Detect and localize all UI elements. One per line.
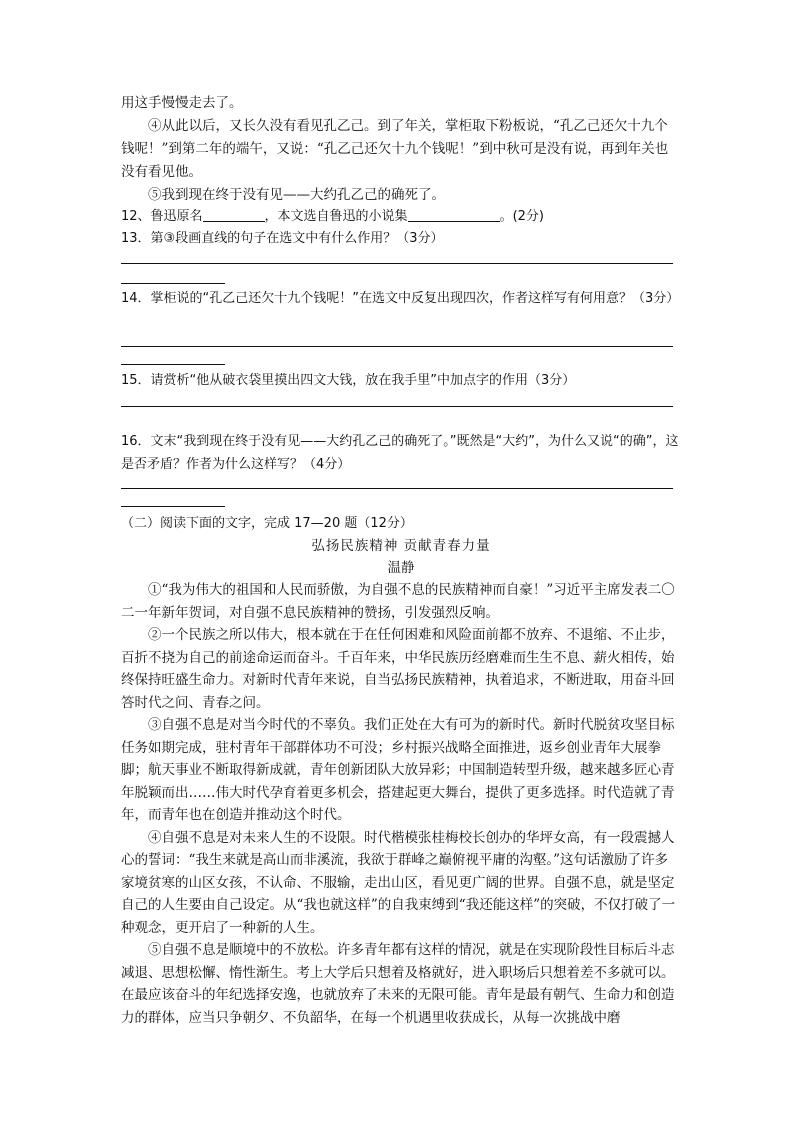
question-14 — [121, 287, 681, 310]
q14-text: 14．掌柜说的“孔乙己还欠十九个钱呢！”在选文中反复出现四次，作者这样写有何用意？（3分） — [121, 291, 680, 306]
passage1-paragraph-5: ⑤我到现在终于没有见——大约孔乙己的确死了。 — [148, 187, 445, 203]
article-paragraph-3: ③自强不息是对当今时代的不辜负。我们正处在大有可为的新时代。新时代脱贫攻坚目标任务如期完成，驻村青年干部群体功不可没；乡村振兴战略全面推进，返乡创业青年大展拳脚；航天事业不断取得新成就，青年创新团队大放异彩；中国制造转型升级，越来越多匠心青年脱颖而出……伟大时代孕育着更多机会，搭建起更大舞台，提供了更多选择。时代造就了青年，而青年也在创造并推动这个时代。 — [121, 717, 675, 823]
article-author-text: 温静 — [387, 560, 415, 576]
q12-text-c: 。(2分) — [499, 209, 544, 224]
q13-answer-line-2[interactable] — [121, 283, 225, 284]
q16-text: 16．文末“我到现在终于没有见——大约孔乙己的确死了。”既然是“大约”，为什么又说“的确”，这是否矛盾？作者为什么这样写？（4分） — [121, 434, 679, 472]
question-16 — [121, 430, 681, 476]
article-paragraph-4: ④自强不息是对未来人生的不设限。时代楷模张桂梅校长创办的华坪女高，有一段震撼人心的誓词：“我生来就是高山而非溪流，我欲于群峰之巅俯视平庸的沟壑。”这句话激励了许多家境贫寒的山区女孩，不认命、不服输，走出山区，看见更广阔的世界。自强不息，就是坚定自己的人生要由自己设定。从“我也就这样”的自我束缚到“我还能这样”的突破，不仅打破了一种观念，更开启了一种新的人生。 — [121, 829, 676, 936]
q14-answer-line-1[interactable] — [121, 346, 673, 347]
q16-answer-line-1[interactable] — [121, 488, 673, 489]
q12-blank-collection[interactable] — [408, 207, 500, 222]
article-title-text: 弘扬民族精神 贡献青春力量 — [311, 538, 491, 554]
q13-answer-line-1[interactable] — [121, 263, 673, 264]
passage1 — [121, 92, 681, 207]
q16-answer-line-2[interactable] — [121, 506, 225, 507]
article-author — [121, 557, 681, 580]
article-body — [121, 579, 681, 1029]
question-13 — [121, 227, 681, 250]
article-paragraph-2: ②一个民族之所以伟大，根本就在于在任何困难和风险面前都不放弃、不退缩、不止步，百折不挠为自己的前途命运而奋斗。千百年来，中华民族历经磨难而生生不息、薪火相传，始终保持旺盛生命力。对新时代青年来说，自当弘扬民族精神，执着追求，不断进取，用奋斗回答时代之问、青春之问。 — [121, 627, 675, 711]
article-paragraph-5: ⑤自强不息是顺境中的不放松。许多青年都有这样的情况，就是在实现阶段性目标后斗志减退、思想松懈、惰性渐生。考上大学后只想着及格就好，进入职场后只想着差不多就可以。在最应该奋斗的年纪选择安逸，也就放弃了未来的无限可能。青年是最有朝气、生命力和创造力的群体，应当只争朝夕、不负韶华，在每一个机遇里收获成长，从每一次挑战中磨 — [121, 942, 675, 1026]
q12-text-a: 12、鲁迅原名 — [121, 209, 203, 224]
q14-answer-line-2[interactable] — [121, 364, 225, 365]
passage1-line: 用这手慢慢走去了。 — [121, 95, 243, 111]
section2-heading-text: （二）阅读下面的文字，完成 17—20 题（12分） — [121, 516, 413, 531]
section2-heading — [121, 512, 681, 535]
article-title — [121, 535, 681, 558]
q15-answer-line-1[interactable] — [121, 406, 673, 407]
q12-text-b: ，本文选自鲁迅的小说集 — [264, 209, 408, 224]
article-paragraph-1: ①“我为伟大的祖国和人民而骄傲，为自强不息的民族精神而自豪！”习近平主席发表二〇二一年新年贺词，对自强不息民族精神的赞扬，引发强烈反响。 — [121, 582, 675, 621]
q15-text: 15．请赏析“他从破衣袋里摸出四文大钱，放在我手里”中加点字的作用（3分） — [121, 373, 576, 388]
question-15 — [121, 369, 681, 392]
passage1-paragraph-4: ④从此以后，又长久没有看见孔乙己。到了年关，掌柜取下粉板说，“孔乙己还欠十九个钱呢！”到第二年的端午，又说：“孔乙己还欠十九个钱呢！”到中秋可是没有说，再到年关也没有看见他。 — [121, 118, 669, 180]
question-12 — [121, 205, 681, 228]
q13-text: 13．第③段画直线的句子在选文中有什么作用？（3分） — [121, 231, 444, 246]
q12-blank-name[interactable] — [203, 207, 265, 222]
